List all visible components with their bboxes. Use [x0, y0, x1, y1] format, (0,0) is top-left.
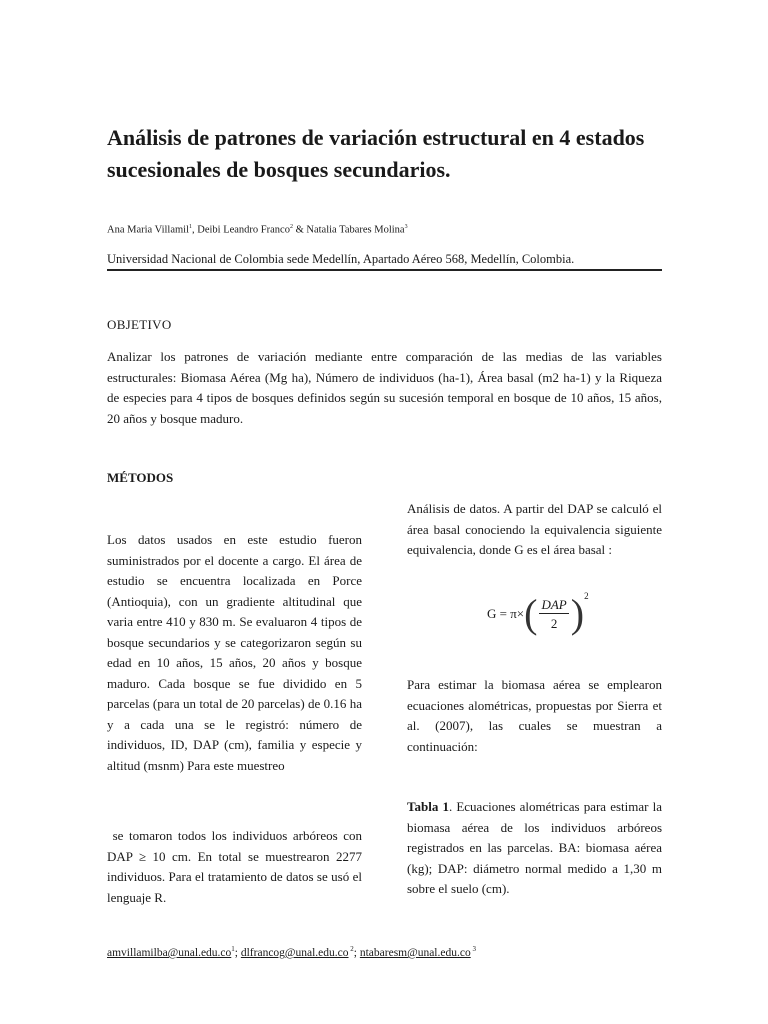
author-2: Deibi Leandro Franco: [197, 224, 290, 236]
author-list: [107, 224, 408, 236]
basal-area-formula: [487, 589, 589, 639]
author-3-affiliation-mark: 3: [404, 224, 408, 230]
email-separator: ;: [353, 946, 360, 959]
header-divider: [107, 269, 662, 271]
formula-denominator: 2: [550, 615, 558, 631]
formula-left-paren: (: [524, 591, 538, 636]
affiliation: Universidad Nacional de Colombia sede Medellín, Apartado Aéreo 568, Medellín, Colombia.: [107, 252, 575, 266]
formula-lhs: G = π×: [487, 606, 525, 621]
formula-fraction: [539, 597, 568, 632]
email-1-mark: 1: [231, 945, 235, 953]
author-separator: &: [292, 224, 307, 236]
email-link-2[interactable]: dlfrancog@unal.edu.co: [240, 946, 349, 959]
author-separator: ,: [192, 224, 198, 236]
email-3-mark: 3: [470, 945, 476, 953]
paper-title: Análisis de patrones de variación estructural en 4 estados sucesionales de bosques secundarios.: [107, 125, 645, 182]
author-3: Natalia Tabares Molina: [306, 224, 405, 236]
table-1-label: Tabla 1: [407, 799, 449, 814]
author-1: Ana Maria Villamil: [107, 224, 189, 236]
metodos-left-paragraph-2-text: se tomaron todos los individuos arbóreos con DAP ≥ 10 cm. En total se muestrearon 2277 individuos. Para el tratamiento de datos se usó el lenguaje R.: [107, 828, 363, 905]
email-2-mark: 2: [348, 945, 354, 953]
email-link-1[interactable]: amvillamilba@unal.edu.co: [107, 946, 232, 959]
author-2-affiliation-mark: 2: [289, 224, 293, 230]
table-1-caption-text: . Ecuaciones alométricas para estimar la biomasa aérea de los individuos arbóreos registrados en las parcelas. BA: biomasa aérea (kg); DAP: diámetro normal medido a 1,30 m sobre el suelo (cm).: [407, 799, 662, 896]
footer-emails: [107, 945, 476, 959]
objetivo-paragraph: Analizar los patrones de variación mediante entre comparación de las medias de las variables estructurales: Biomasa Aérea (Mg ha), Número de individuos (ha-1), Área basal (m2 ha-1) y la Riqueza de especies para 4 tipos de bosques definidos según su sucesión temporal en bosque de 10 años, 15 años, 20 años y bosque maduro.: [107, 349, 662, 426]
formula-numerator: DAP: [541, 596, 567, 612]
biomasa-paragraph: Para estimar la biomasa aérea se emplearon ecuaciones alométricas, propuestas por Sierra et al. (2007), las cuales se muestran a continuación:: [407, 677, 662, 754]
analisis-paragraph: Análisis de datos. A partir del DAP se calculó el área basal conociendo la equivalencia siguiente equivalencia, donde G es el área basal :: [407, 501, 662, 557]
formula-exponent: 2: [584, 591, 589, 601]
author-1-affiliation-mark: 1: [189, 224, 192, 230]
metodos-heading: MÉTODOS: [107, 470, 174, 485]
metodos-left-paragraph-2: [107, 826, 362, 908]
objetivo-heading: OBJETIVO: [107, 317, 172, 332]
table-1-caption: [407, 797, 662, 900]
metodos-left-paragraph-1: Los datos usados en este estudio fueron suministrados por el docente a cargo. El área de estudio se encuentra localizada en Porce (Antioquia), con un gradiente altitudinal que varia entre 410 y 830 m. Se evaluaron 4 tipos de bosque secundarios y se categorizaron según su edad en 10 años, 15 años, 20 años y bosque maduro. Cada bosque se fue dividido en 5 parcelas (para un total de 20 parcelas) de 0.16 ha y a cada una se le registró: número de individuos, ID, DAP (cm), familia y especie y altitud (msnm) Para este muestreo: [107, 532, 362, 773]
formula-right-paren: ): [570, 591, 585, 636]
email-link-3[interactable]: ntabaresm@unal.edu.co: [359, 946, 471, 959]
email-separator: ;: [234, 946, 241, 959]
